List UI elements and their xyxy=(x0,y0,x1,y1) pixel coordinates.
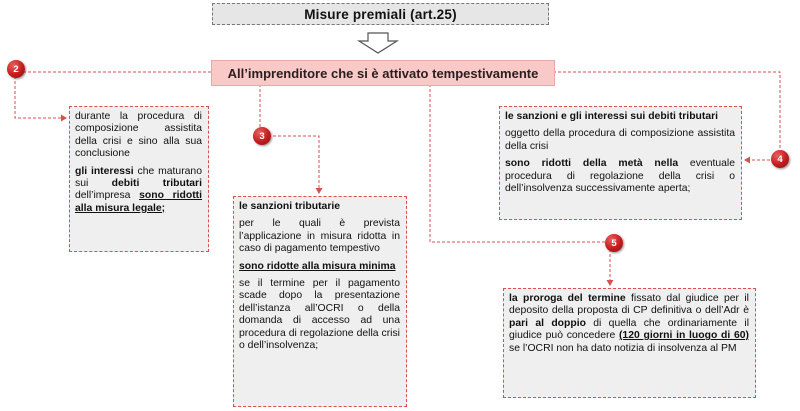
box4-paragraph-2 xyxy=(505,158,735,195)
badge-5: 5 xyxy=(605,234,623,252)
box-tax-sanctions xyxy=(233,196,407,407)
title-text: Misure premiali (art.25) xyxy=(304,6,457,22)
page-title xyxy=(212,3,549,25)
box4-text-b: eventuale procedura di regolazione della crisi o dell’insolvenza successivamente aperta; xyxy=(505,158,736,195)
badge-2: 2 xyxy=(7,60,25,78)
box-term-extension xyxy=(503,288,756,398)
box2-bold-a: gli interessi xyxy=(75,165,134,177)
box4-heading: le sanzioni e gli interessi sui debiti tributari xyxy=(505,111,719,122)
box-interest-reduction xyxy=(69,106,209,252)
box4-bold-a: sono ridotti della metà nella xyxy=(505,158,679,170)
badge-3: 3 xyxy=(253,127,271,145)
box2-text-b: che maturano sui xyxy=(75,165,202,190)
main-heading-box xyxy=(211,60,555,86)
box5-text-f: se l’OCRI non ha dato notizia di insolvenza al PM xyxy=(509,342,737,354)
badge-4: 4 xyxy=(771,150,789,168)
down-arrow-icon xyxy=(359,33,397,53)
box3-paragraph-3: se il termine per il pagamento scade dopo la presentazione dell’istanza all’OCRI o della domanda di accesso ad una procedura di regolazione della crisi o dell’insolvenza; xyxy=(239,278,400,352)
box2-bold-e: sono ridotti alla misura legale; xyxy=(75,190,202,214)
box4-paragraph-1: oggetto della procedura di composizione assistita della crisi xyxy=(505,128,735,152)
box2-bold-c: debiti tributari xyxy=(111,178,202,190)
main-heading-text: All’imprenditore che si è attivato tempestivamente xyxy=(227,65,539,81)
box3-paragraph-1: per le quali è prevista l’applicazione in misura ridotta in caso di pagamento tempestivo xyxy=(239,218,400,255)
box5-text-d: di quella che ordinariamente il giudice può concedere xyxy=(509,317,750,342)
box2-text-d: dell’impresa xyxy=(75,190,140,202)
box3-paragraph-2: sono ridotte alla misura minima xyxy=(239,260,396,272)
box5-bold-e: (120 giorni in luogo di 60) xyxy=(618,330,749,342)
box5-bold-c: pari al doppio xyxy=(509,317,586,329)
box5-paragraph xyxy=(509,293,749,355)
box-sanctions-interest-half xyxy=(499,106,742,220)
box2-paragraph-1: durante la procedura di composizione assistita della crisi e sino alla sua conclusione xyxy=(75,111,202,160)
box5-text-b: fissato dal giudice per il deposito della proposta di CP definitiva o dell’Adr è xyxy=(509,293,749,317)
box2-paragraph-2 xyxy=(75,166,202,216)
box5-bold-a: la proroga del termine xyxy=(509,293,626,304)
box3-heading: le sanzioni tributarie xyxy=(239,201,341,212)
